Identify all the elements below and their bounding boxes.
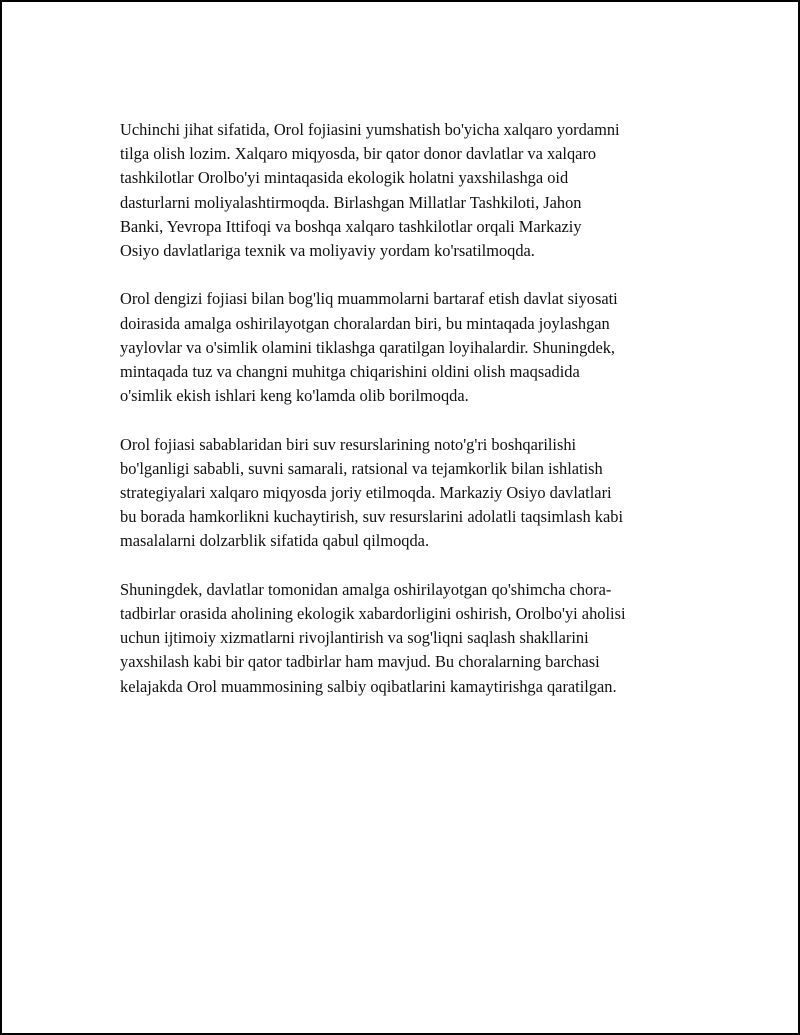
text-line: Osiyo davlatlariga texnik va moliyaviy yordam ko'rsatilmoqda. bbox=[120, 241, 535, 261]
text-line: tilga olish lozim. Xalqaro miqyosda, bir qator donor davlatlar va xalqaro bbox=[120, 144, 597, 164]
paragraph-1 bbox=[120, 118, 680, 263]
text-line: strategiyalari xalqaro miqyosda joriy etilmoqda. Markaziy Osiyo davlatlari bbox=[120, 483, 612, 503]
paragraph-4 bbox=[120, 578, 680, 699]
text-line: bu borada hamkorlikni kuchaytirish, suv resurslarini adolatli taqsimlash kabi bbox=[120, 507, 623, 527]
text-line: Orol dengizi fojiasi bilan bog'liq muammolarni bartaraf etish davlat siyosati bbox=[120, 289, 618, 309]
text-line: masalalarni dolzarblik sifatida qabul qilmoqda. bbox=[120, 531, 430, 551]
paragraph-2 bbox=[120, 287, 680, 408]
text-line: Uchinchi jihat sifatida, Orol fojiasini yumshatish bo'yicha xalqaro yordamni bbox=[120, 120, 620, 139]
text-line: bo'lganligi sababli, suvni samarali, ratsional va tejamkorlik bilan ishlatish bbox=[120, 458, 603, 478]
text-line: mintaqada tuz va changni muhitga chiqarishini oldini olish maqsadida bbox=[120, 362, 580, 382]
paragraph-3 bbox=[120, 433, 680, 554]
text-line: uchun ijtimoiy xizmatlarni rivojlantirish va sog'liqni saqlash shakllarini bbox=[120, 628, 589, 648]
text-line: yaylovlar va o'simlik olamini tiklashga qaratilgan loyihalardir. Shuningdek, bbox=[120, 337, 616, 357]
text-line: tadbirlar orasida aholining ekologik xabardorligini oshirish, Orolbo'yi aholisi bbox=[120, 604, 626, 624]
text-line: o'simlik ekish ishlari keng ko'lamda olib borilmoqda. bbox=[120, 386, 469, 406]
text-line: doirasida amalga oshirilayotgan choralardan biri, bu mintaqada joylashgan bbox=[120, 313, 610, 333]
text-line: dasturlarni moliyalashtirmoqda. Birlashgan Millatlar Tashkiloti, Jahon bbox=[120, 192, 582, 212]
text-line: tashkilotlar Orolbo'yi mintaqasida ekologik holatni yaxshilashga oid bbox=[120, 168, 569, 188]
document-body bbox=[120, 118, 680, 723]
text-line: kelajakda Orol muammosining salbiy oqibatlarini kamaytirishga qaratilgan. bbox=[120, 676, 617, 696]
text-line: Shuningdek, davlatlar tomonidan amalga oshirilayotgan qo'shimcha chora- bbox=[120, 579, 612, 599]
text-line: Banki, Yevropa Ittifoqi va boshqa xalqaro tashkilotlar orqali Markaziy bbox=[120, 216, 582, 236]
text-line: Orol fojiasi sabablaridan biri suv resurslarining noto'g'ri boshqarilishi bbox=[120, 434, 577, 454]
text-line: yaxshilash kabi bir qator tadbirlar ham mavjud. Bu choralarning barchasi bbox=[120, 652, 600, 672]
